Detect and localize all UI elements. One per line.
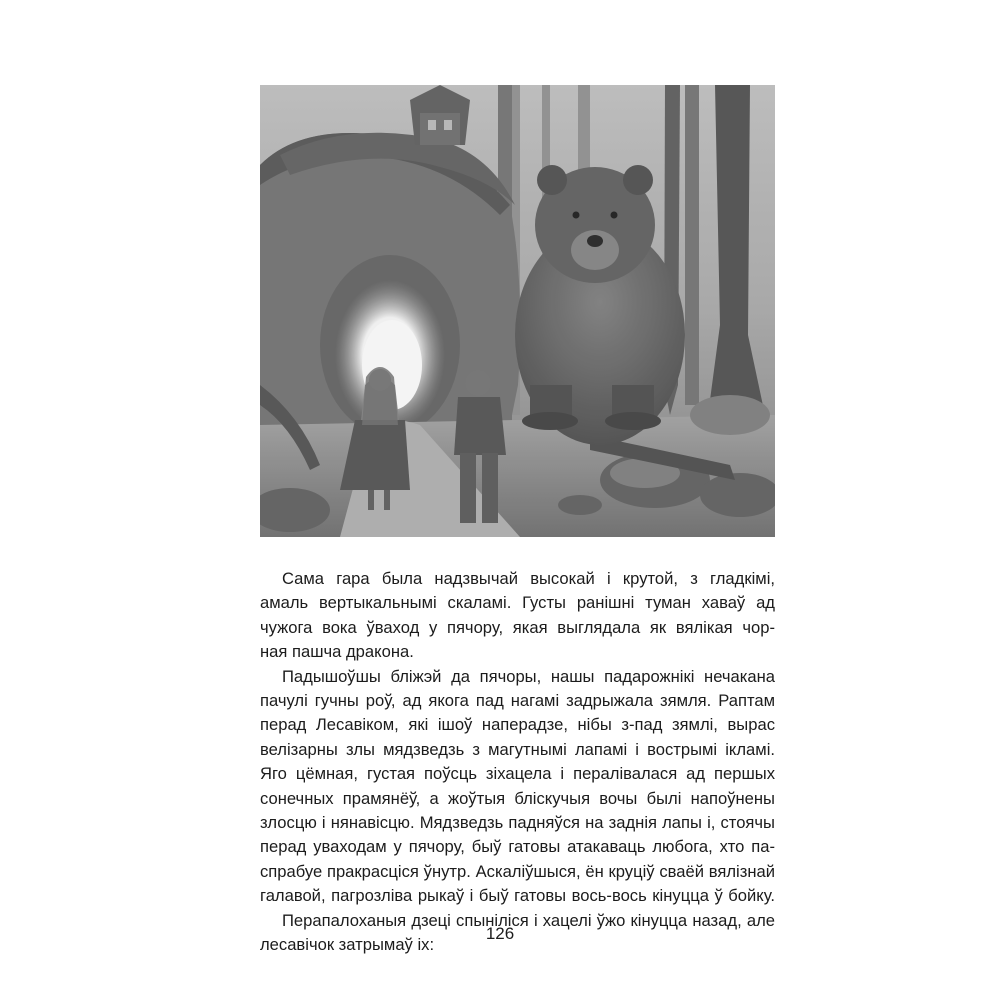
text-line: спрабуе пракрасціся ўнутр. Аскаліўшыся, ён круціў сваёй вялізнай	[260, 861, 775, 881]
text-line: лесавічок затрымаў іх:	[260, 935, 435, 955]
text-line: велізарны злы мядзведзь з магутнымі лапамі і вострымі ікламі.	[260, 739, 775, 759]
text-line: перад уваходам у пячору, быў гатовы атакаваць любога, хто па-	[260, 837, 775, 857]
text-line: сонечных прамянёў, а жоўтыя бліскучыя вочы былі напоўнены	[260, 788, 775, 808]
text-line: Падышоўшы бліжэй да пячоры, нашы падарожнікі нечакана	[282, 666, 775, 686]
text-line: ная пашча дракона.	[260, 642, 414, 662]
text-line: Яго цёмная, густая поўсць зіхацела і пералівалася ад першых	[260, 764, 775, 784]
text-line: чужога вока ўваход у пячору, якая выглядала як вялікая чор-	[260, 617, 775, 637]
text-line: пачулі гучны роў, ад якога пад нагамі задрыжала зямля. Раптам	[260, 691, 775, 711]
text-line: злосцю і нянавісцю. Мядзведзь падняўся на заднія лапы і, стоячы	[260, 813, 775, 833]
illustration-image	[260, 85, 775, 537]
story-text	[260, 567, 775, 958]
text-line: Перапалоханыя дзеці спыніліся і хацелі ўжо кінуцца назад, але	[282, 910, 775, 930]
text-line: амаль вертыкальнымі скаламі. Густы ранішні туман хаваў ад	[260, 593, 775, 613]
illustration-bear-at-cave	[260, 85, 775, 537]
text-line: галавой, пагрозліва рыкаў і быў гатовы вось-вось кінуцца ў бойку.	[260, 886, 775, 906]
paragraph-1	[260, 567, 775, 665]
text-line: перад Лесавіком, які ішоў наперадзе, нібы з-пад зямлі, вырас	[260, 715, 775, 735]
text-line: Сама гара была надзвычай высокай і крутой, з гладкімі,	[282, 569, 775, 588]
paragraph-2	[260, 665, 775, 909]
page-number: 126	[485, 924, 515, 943]
